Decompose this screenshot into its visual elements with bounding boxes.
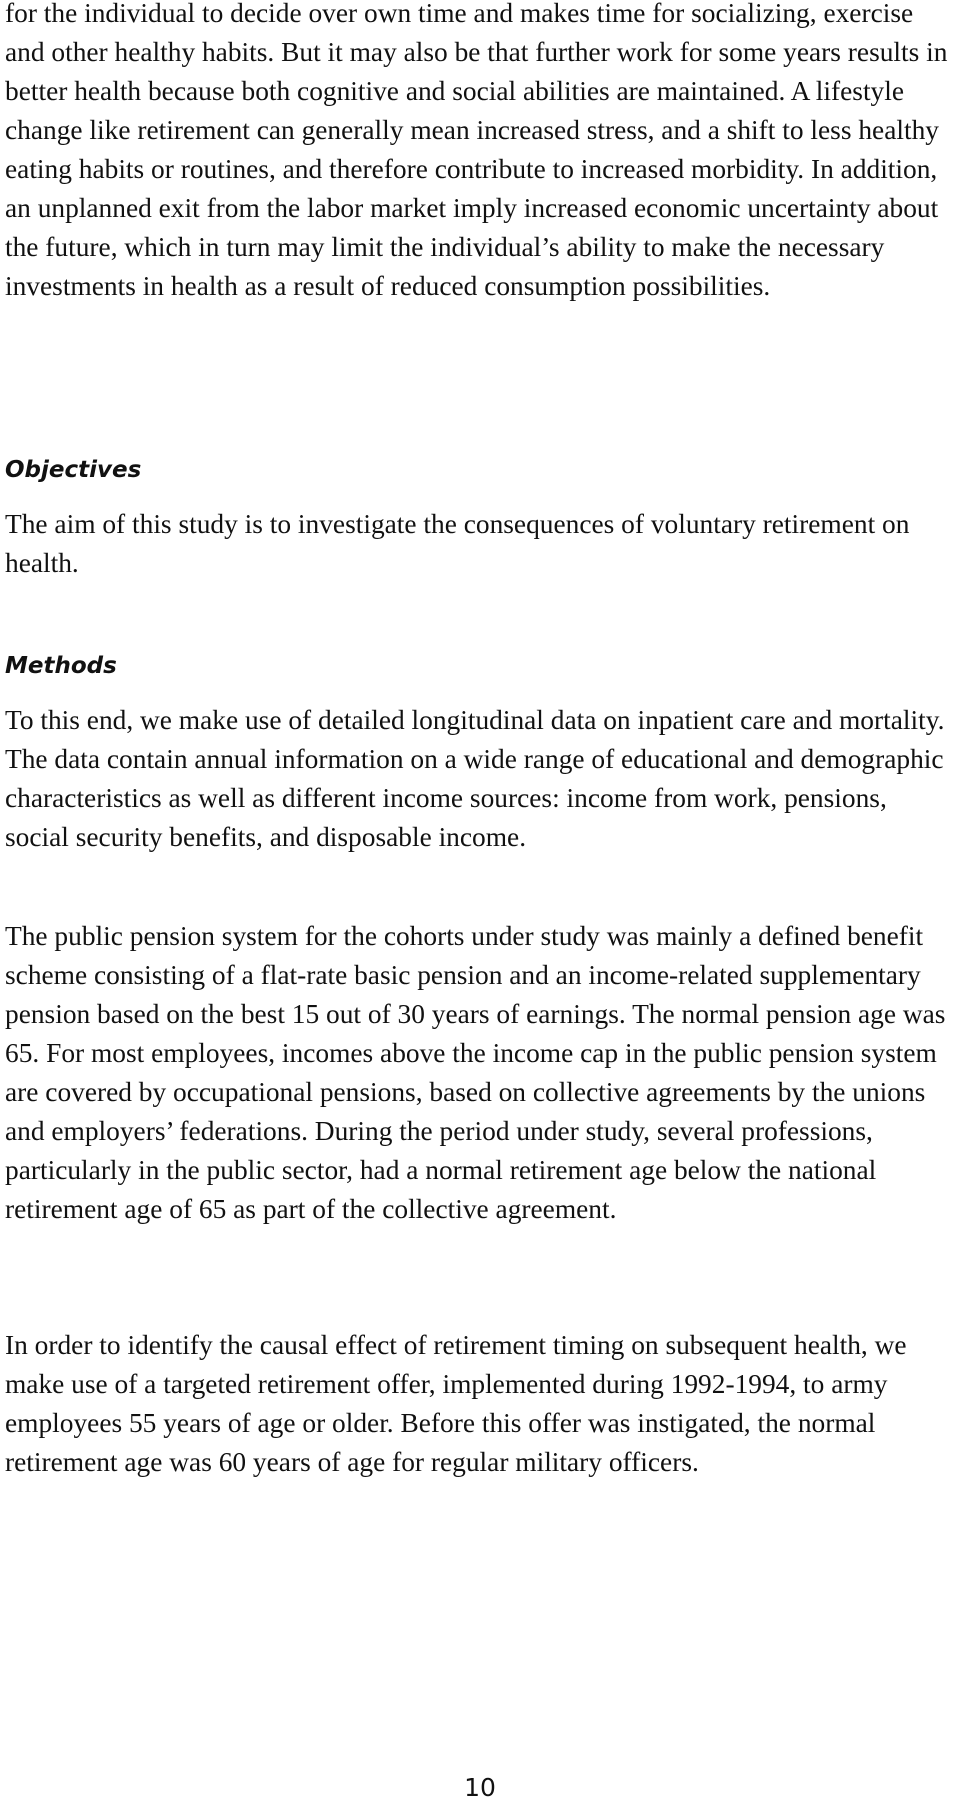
intro-paragraph: for the individual to decide over own time and makes time for socializing, exercise and other healthy habits. But it may also be that further work for some years results in better health because both cognitive and social abilities are maintained. A lifestyle change like retirement can generally mean increased stress, and a shift to less healthy eating habits or routines, and therefore contribute to increased morbidity. In addition, an unplanned exit from the labor market imply increased economic uncertainty about the future, which in turn may limit the individual’s ability to make the necessary investments in health as a result of reduced consumption possibilities. [5,0,948,301]
section-heading-objectives: Objectives [5,457,142,483]
methods-paragraph-1: To this end, we make use of detailed longitudinal data on inpatient care and mortality. The data contain annual information on a wide range of educational and demographic characteristics as well as different income sources: income from work, pensions, social security benefits, and disposable income. [5,705,945,852]
section-heading-methods: Methods [5,653,117,679]
page-number: 10 [464,1773,496,1802]
methods-paragraph-3: In order to identify the causal effect of retirement timing on subsequent health, we make use of a targeted retirement offer, implemented during 1992-1994, to army employees 55 years of age or older. Before this offer was instigated, the normal retirement age was 60 years of age for regular military officers. [5,1330,907,1477]
objectives-paragraph: The aim of this study is to investigate the consequences of voluntary retirement on health. [5,509,910,578]
methods-paragraph-2: The public pension system for the cohorts under study was mainly a defined benefit scheme consisting of a flat-rate basic pension and an income-related supplementary pension based on the best 15 out of 30 years of earnings. The normal pension age was 65. For most employees, incomes above the income cap in the public pension system are covered by occupational pensions, based on collective agreements by the unions and employers’ federations. During the period under study, several professions, particularly in the public sector, had a normal retirement age below the national retirement age of 65 as part of the collective agreement. [5,921,946,1224]
